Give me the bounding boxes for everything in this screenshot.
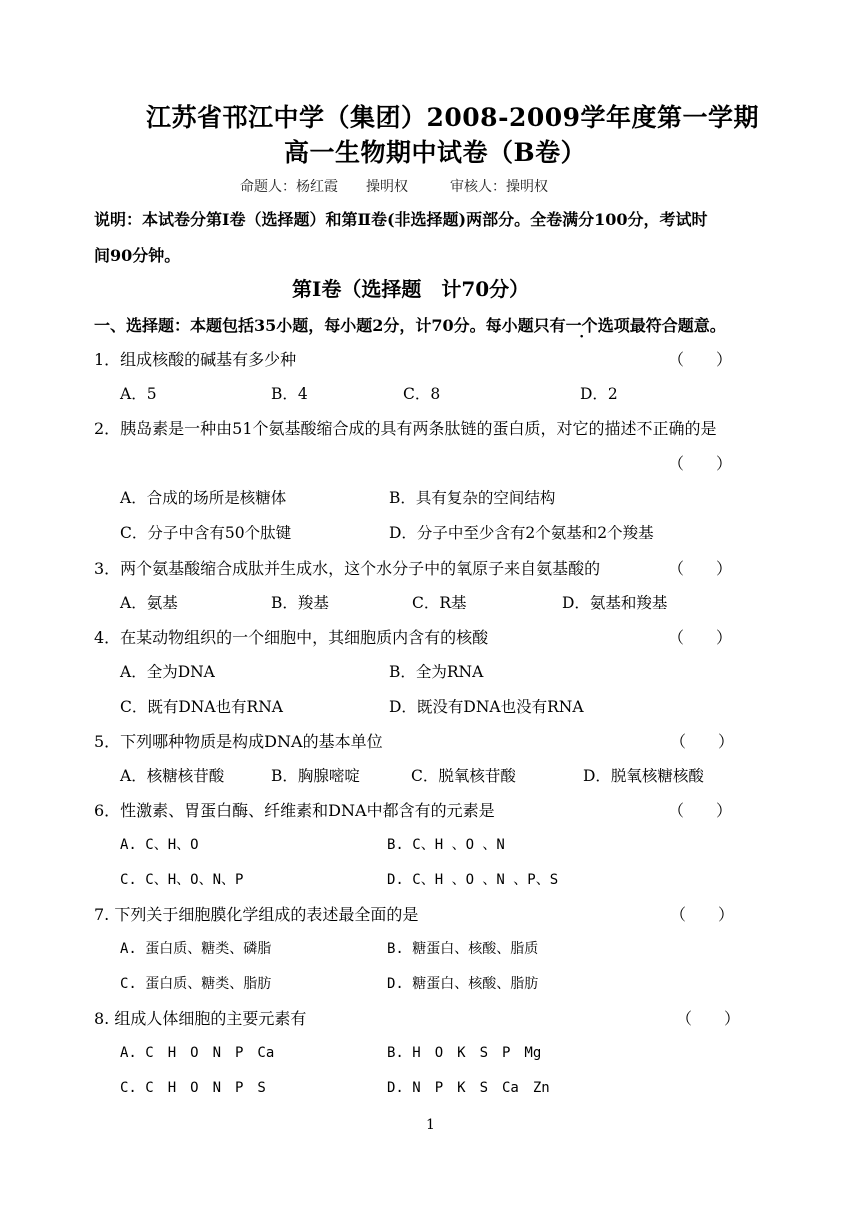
question-8-option-c: C. C H O N P S <box>120 1080 266 1096</box>
question-6-option-b: B. C、H 、O 、N <box>387 837 505 853</box>
question-1-option-d: D．2 <box>580 385 618 403</box>
question-7-option-d: D. 糖蛋白、核酸、脂肪 <box>387 976 539 992</box>
question-2-stem: 2．胰岛素是一种由51个氨基酸缩合成的具有两条肽链的蛋白质，对它的描述不正确的是 <box>94 419 717 438</box>
question-3-option-c: C．R基 <box>412 594 467 612</box>
question-8-stem: 8. 组成人体细胞的主要元素有 <box>94 1009 307 1028</box>
question-4-stem: 4．在某动物组织的一个细胞中，其细胞质内含有的核酸 <box>94 628 489 647</box>
section-directive-emphasis: 一个 <box>565 316 598 335</box>
question-5-option-b: B．胸腺嘧啶 <box>271 767 360 785</box>
question-7-option-b: B. 糖蛋白、核酸、脂质 <box>387 941 539 957</box>
question-4-option-d: D．既没有DNA也没有RNA <box>389 698 584 716</box>
question-5-stem: 5．下列哪种物质是构成DNA的基本单位 <box>94 732 383 751</box>
question-7-stem: 7. 下列关于细胞膜化学组成的表述最全面的是 <box>94 905 419 924</box>
question-6-stem: 6．性激素、胃蛋白酶、纤维素和DNA中都含有的元素是 <box>94 801 495 820</box>
question-2-option-b: B．具有复杂的空间结构 <box>389 489 556 507</box>
question-4-answer-blank: （ ） <box>668 628 733 647</box>
question-4-option-c: C．既有DNA也有RNA <box>120 698 283 716</box>
question-1-option-c: C．8 <box>403 385 441 403</box>
question-8-answer-blank: （ ） <box>676 1009 741 1028</box>
question-8-option-b: B. H O K S P Mg <box>387 1045 542 1061</box>
question-3-option-a: A．氨基 <box>120 594 178 612</box>
question-4-option-a: A．全为DNA <box>120 663 215 681</box>
question-5-option-a: A．核糖核苷酸 <box>120 767 225 785</box>
question-2-option-d: D．分子中至少含有2个氨基和2个羧基 <box>389 524 654 542</box>
section-directive-part-c: 选项最符合题意。 <box>597 316 726 335</box>
instructions-line2: 间90分钟。 <box>94 246 181 265</box>
section-directive <box>94 313 726 336</box>
question-8-option-d: D. N P K S Ca Zn <box>387 1080 550 1096</box>
question-3-answer-blank: （ ） <box>668 559 733 578</box>
section-directive-part-a: 一、选择题：本题包括35小题，每小题2分，计70分。每小题只有 <box>94 316 566 335</box>
question-5-answer-blank: （ ） <box>670 732 735 751</box>
question-1-stem: 1．组成核酸的碱基有多少种 <box>94 350 297 369</box>
question-7-option-a: A. 蛋白质、糖类、磷脂 <box>120 941 272 957</box>
question-6-option-c: C. C、H、O、N、P <box>120 872 244 888</box>
page-number: 1 <box>426 1117 435 1133</box>
question-2-option-a: A．合成的场所是核糖体 <box>120 489 287 507</box>
question-1-answer-blank: （ ） <box>668 350 733 369</box>
question-1-option-a: A．5 <box>120 385 157 403</box>
question-2-answer-blank: （ ） <box>668 454 733 473</box>
section-title: 第Ⅰ卷（选择题 计70分） <box>292 277 530 301</box>
question-5-option-c: C．脱氧核苷酸 <box>411 767 516 785</box>
question-2-option-c: C．分子中含有50个肽键 <box>120 524 292 542</box>
question-3-stem: 3．两个氨基酸缩合成肽并生成水，这个水分子中的氧原子来自氨基酸的 <box>94 559 601 578</box>
question-6-answer-blank: （ ） <box>668 801 733 820</box>
question-6-option-a: A. C、H、O <box>120 837 199 853</box>
question-4-option-b: B．全为RNA <box>389 663 484 681</box>
exam-title-line2: 高一生物期中试卷（B卷） <box>284 138 587 167</box>
question-8-option-a: A. C H O N P Ca <box>120 1045 275 1061</box>
question-3-option-b: B．羧基 <box>271 594 329 612</box>
exam-credits: 命题人：杨红霞 操明权 审核人：操明权 <box>240 179 548 195</box>
question-7-answer-blank: （ ） <box>670 905 735 924</box>
question-1-option-b: B．4 <box>271 385 308 403</box>
question-6-option-d: D. C、H 、O 、N 、P、S <box>387 872 559 888</box>
question-7-option-c: C. 蛋白质、糖类、脂肪 <box>120 976 272 992</box>
question-3-option-d: D．氨基和羧基 <box>562 594 668 612</box>
exam-title-line1: 江苏省邗江中学（集团）2008-2009学年度第一学期 <box>146 103 760 132</box>
instructions-line1: 说明：本试卷分第Ⅰ卷（选择题）和第Ⅱ卷(非选择题)两部分。全卷满分100分，考试时 <box>94 210 708 229</box>
question-5-option-d: D．脱氧核糖核酸 <box>583 767 704 785</box>
